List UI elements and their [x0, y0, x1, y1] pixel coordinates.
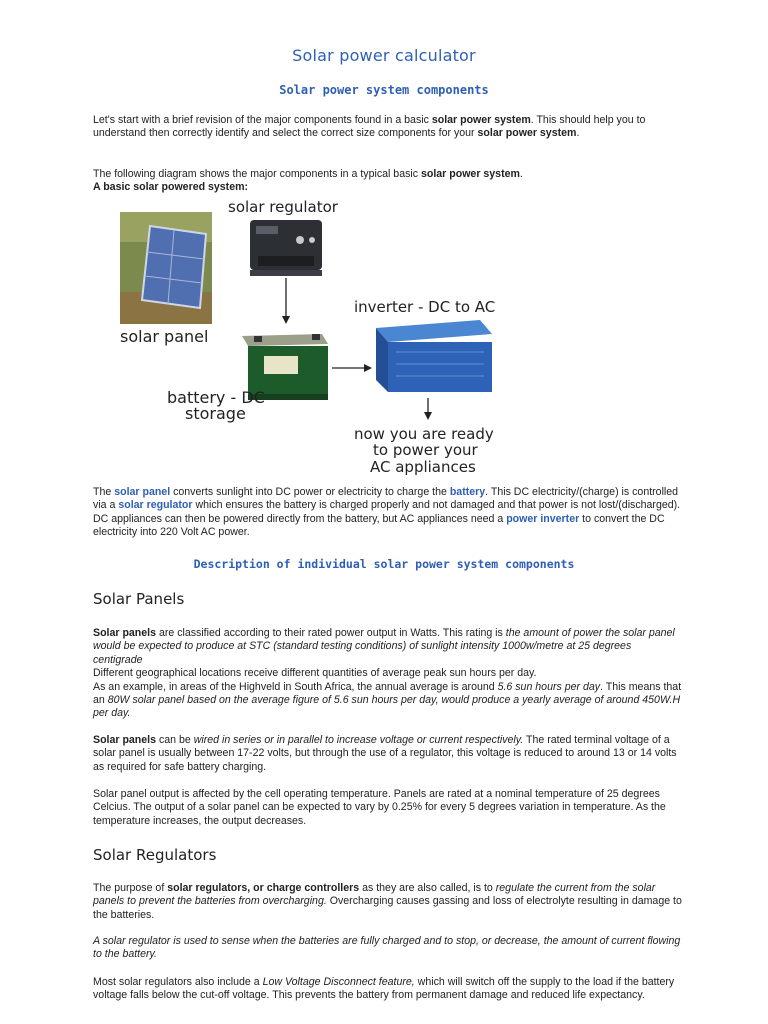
- solar-regulator-link[interactable]: solar regulator: [118, 499, 193, 512]
- solar-regulators-text: The purpose of: [93, 882, 168, 894]
- solar-panels-italic: the amount of power the solar panel would be expected to produce at STC (standard testing conditions) of sunlight intensity 1000w/metre at 25 degrees centigrade: [93, 627, 675, 666]
- solar-panels-paragraph-3: Solar panel output is affected by the cell operating temperature. Panels are rated at a nominal temperature of 25 degrees Celcius. The output of a solar panel can be expected to vary by 0.25% for every 5 degrees variation in temperature. As the temperature increases, the output decreases.: [93, 788, 666, 827]
- battery-label-line2: storage: [185, 404, 246, 423]
- intro-bold: solar power system: [431, 114, 531, 126]
- intro-text: .: [576, 127, 580, 140]
- intro-text: Let's start with a brief revision of the major components found in a basic: [93, 114, 432, 126]
- solar-regulators-paragraph-2: [93, 935, 683, 962]
- solar-regulators-text: Most solar regulators also include a: [93, 976, 263, 988]
- ready-label-line2: to power your: [373, 441, 478, 459]
- solar-regulators-paragraph-1: [93, 882, 683, 922]
- intro-bold: solar power system: [477, 127, 577, 140]
- solar-panels-italic: 80W solar panel based on the average figure of 5.6 sun hours per day, would produce a yearly average of around 450W.H per day.: [93, 694, 681, 720]
- solar-panels-italic: 5.6 sun hours per day: [497, 680, 601, 693]
- description-text: . This DC electricity/(charge) is controlled via a: [93, 486, 679, 512]
- page-title: Solar power calculator: [292, 46, 476, 65]
- diagram-intro-bold: solar power system: [420, 168, 520, 180]
- solar-panel-label: solar panel: [120, 327, 209, 346]
- solar-panels-text: . This means that an: [93, 680, 682, 707]
- solar-panels-heading: Solar Panels: [93, 590, 185, 608]
- diagram-intro-text: The following diagram shows the major components in a typical basic: [93, 168, 421, 180]
- solar-panels-paragraph-2: [93, 734, 683, 774]
- description-text: to convert the DC electricity into 220 Volt AC power.: [93, 512, 665, 539]
- solar-regulators-italic: Low Voltage Disconnect feature,: [262, 976, 415, 988]
- diagram-heading: A basic solar powered system:: [93, 181, 249, 194]
- diagram-intro-paragraph: [93, 168, 683, 195]
- intro-text: . This should help you to understand then correctly identify and select the correct size components for your: [93, 114, 646, 140]
- solar-panels-text: The rated terminal voltage of a solar panel is usually between 17-22 volts, but through the use of a regulator, this voltage is reduced to around 13 or 14 volts as required for safe battery charging.: [93, 734, 677, 773]
- description-text: converts sunlight into DC power or electricity to charge the: [170, 486, 450, 498]
- solar-panels-text: Different geographical locations receive different quantities of average peak sun hours per day.: [93, 667, 537, 680]
- solar-panels-paragraph-1: [93, 627, 683, 721]
- solar-panels-bold: Solar panels: [93, 734, 156, 746]
- solar-panels-text: As an example, in areas of the Highveld in South Africa, the annual average is around: [93, 680, 498, 693]
- diagram-intro-text: .: [519, 168, 523, 180]
- description-text: The: [93, 486, 115, 498]
- solar-regulators-heading: Solar Regulators: [93, 846, 217, 864]
- solar-regulator-image: [250, 220, 322, 276]
- solar-panels-text: can be: [156, 734, 194, 746]
- inverter-label: inverter - DC to AC: [354, 298, 496, 316]
- ready-label-line3: AC appliances: [370, 458, 476, 476]
- power-inverter-link[interactable]: power inverter: [506, 512, 580, 525]
- solar-panels-bold: Solar panels: [93, 627, 156, 639]
- description-text: which ensures the battery is charged properly and not damaged and that power is not lost/(discharged). DC appliances can then be powered directly from the battery, but AC appliances need a: [93, 499, 681, 525]
- solar-regulators-italic: regulate the current from the solar panels to prevent the batteries from overcharging.: [93, 882, 656, 908]
- solar-regulators-text: which will switch off the supply to the load if the battery voltage falls below the cut-off voltage. This prevents the battery from permanent damage and reduced life expectancy.: [93, 976, 675, 1002]
- solar-panels-text: are classified according to their rated power output in Watts. This rating is: [156, 627, 506, 639]
- description-paragraph: [93, 486, 683, 540]
- solar-regulator-label: solar regulator: [228, 198, 338, 216]
- page-subtitle: Solar power system components: [279, 83, 489, 97]
- solar-regulators-italic: A solar regulator is used to sense when the batteries are fully charged and to stop, or decrease, the amount of current flowing to the battery.: [93, 935, 681, 961]
- section-title: Description of individual solar power system components: [193, 557, 575, 571]
- solar-panel-link[interactable]: solar panel: [114, 486, 171, 498]
- battery-link[interactable]: battery: [449, 486, 486, 498]
- intro-paragraph: [93, 114, 683, 141]
- solar-regulators-bold: solar regulators, or charge controllers: [167, 882, 360, 894]
- inverter-image: [376, 320, 492, 392]
- ready-label-line1: now you are ready: [354, 425, 494, 443]
- solar-regulators-text: Overcharging causes gassing and loss of electrolyte resulting in damage to the batteries.: [93, 895, 682, 921]
- battery-label-line1: battery - DC: [167, 388, 265, 407]
- solar-regulators-text: as they are also called, is to: [359, 882, 496, 894]
- solar-regulators-paragraph-3: [93, 976, 683, 1003]
- solar-panels-italic: wired in series or in parallel to increase voltage or current respectively.: [193, 734, 524, 746]
- solar-system-diagram: [90, 196, 530, 481]
- solar-panel-image: [120, 212, 212, 324]
